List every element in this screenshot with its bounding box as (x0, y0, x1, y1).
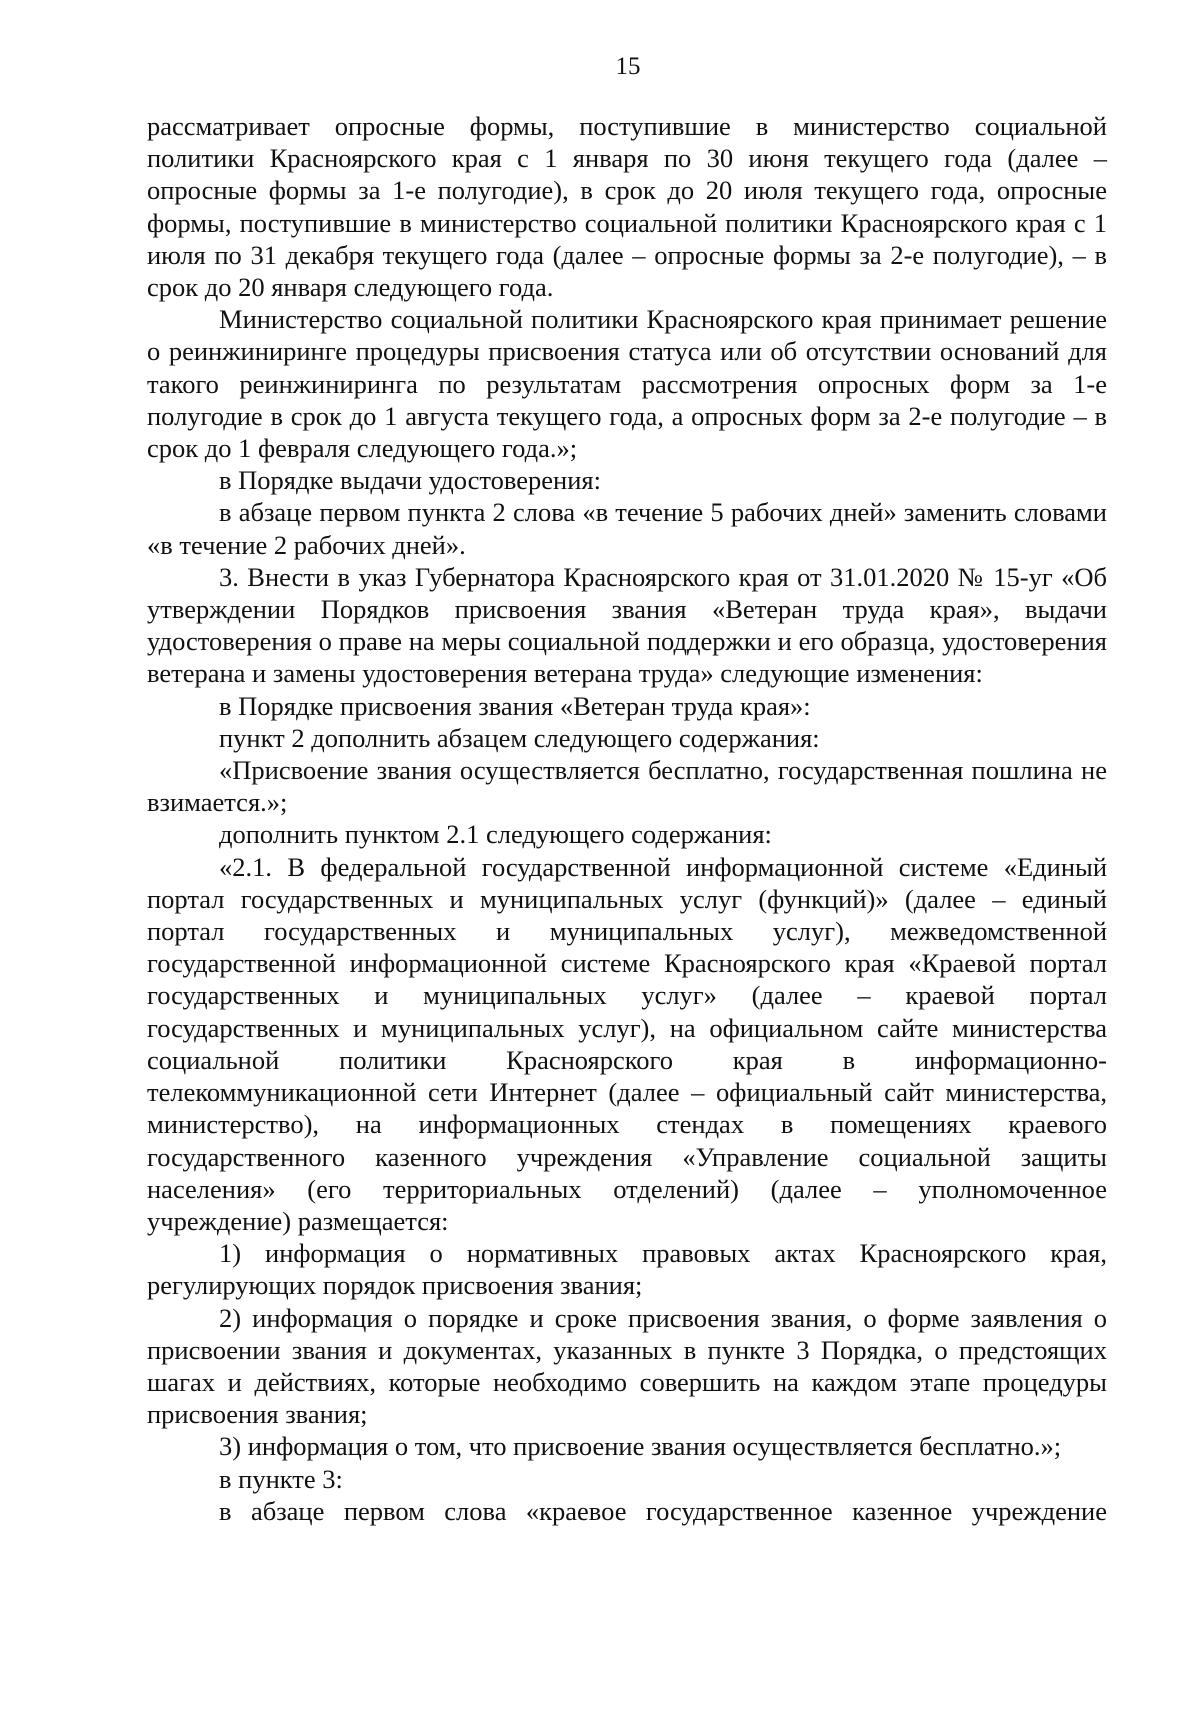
paragraph-4: в абзаце первом пункта 2 слова «в течение 5 рабочих дней» заменить словами «в течение 2 рабочих дней». (147, 497, 1107, 560)
paragraph-5: 3. Внести в указ Губернатора Красноярского края от 31.01.2020 № 15-уг «Об утверждении Порядков присвоения звания «Ветеран труда края», выдачи удостоверения о праве на меры социальной поддержки и его образца, удостоверения ветерана и замены удостоверения ветерана труда» следующие изменения: (147, 561, 1107, 689)
paragraph-8: «Присвоение звания осуществляется бесплатно, государственная пошлина не взимается.»; (147, 755, 1107, 818)
paragraph-10: «2.1. В федеральной государственной информационной системе «Единый портал государственных и муниципальных услуг (функций)» (далее – единый портал государственных и муниципальных услуг), межведомственной государственной информационной системе Красноярского края «Краевой портал государственных и муниципальных услуг» (далее – краевой портал государственных и муниципальных услуг), на официальном сайте министерства социальной политики Красноярского края в информационно-телекоммуникационной сети Интернет (далее – официальный сайт министерства, министерство), на информационных стендах в помещениях краевого государственного казенного учреждения «Управление социальной защиты населения» (его территориальных отделений) (далее – уполномоченное учреждение) размещается: (147, 851, 1107, 1236)
paragraph-11: 1) информация о нормативных правовых актах Красноярского края, регулирующих порядок присвоения звания; (147, 1238, 1107, 1301)
paragraph-14: в пункте 3: (219, 1463, 343, 1494)
paragraph-6: в Порядке присвоения звания «Ветеран труда края»: (219, 690, 811, 721)
paragraph-9: дополнить пунктом 2.1 следующего содержания: (219, 819, 772, 850)
paragraph-1: рассматривает опросные формы, поступившие в министерство социальной политики Красноярского края с 1 января по 30 июня текущего года (далее – опросные формы за 1-е полугодие), в срок до 20 июля текущего года, опросные формы, поступившие в министерство социальной политики Красноярского края с 1 июля по 31 декабря текущего года (далее – опросные формы за 2-е полугодие), – в срок до 20 января следующего года. (147, 111, 1107, 303)
paragraph-2: Министерство социальной политики Красноярского края принимает решение о реинжиниринге процедуры присвоения статуса или об отсутствии оснований для такого реинжиниринга по результатам рассмотрения опросных форм за 1-е полугодие в срок до 1 августа текущего года, а опросных форм за 2-е полугодие – в срок до 1 февраля следующего года.»; (147, 304, 1107, 464)
paragraph-15: в абзаце первом слова «краевое государственное казенное учреждение (219, 1495, 1107, 1526)
paragraph-13: 3) информация о том, что присвоение звания осуществляется бесплатно.»; (219, 1431, 1062, 1462)
paragraph-12: 2) информация о порядке и сроке присвоения звания, о форме заявления о присвоении звания и документах, указанных в пункте 3 Порядка, о предстоящих шагах и действиях, которые необходимо совершить на каждом этапе процедуры присвоения звания; (147, 1302, 1107, 1430)
document-body (147, 110, 1107, 1527)
page-number: 15 (615, 53, 641, 80)
paragraph-3: в Порядке выдачи удостоверения: (219, 465, 601, 496)
paragraph-7: пункт 2 дополнить абзацем следующего содержания: (219, 722, 820, 753)
